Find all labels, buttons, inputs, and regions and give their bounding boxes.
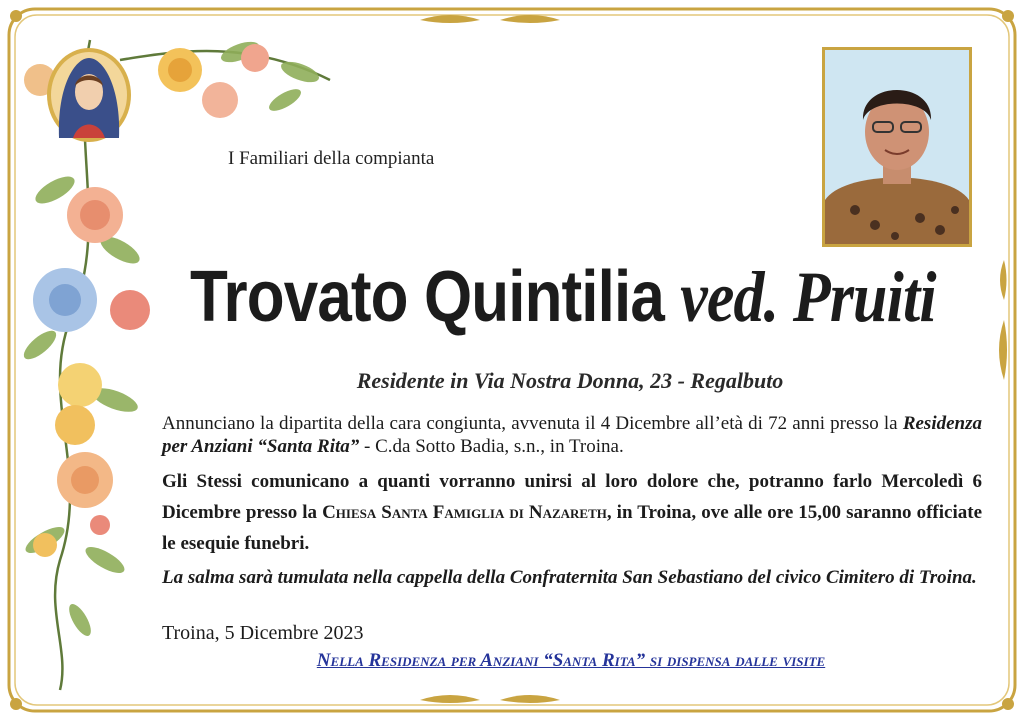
para2-church-name: Chiesa Santa Famiglia di Nazareth [322,502,607,523]
paragraph-announcement [162,412,982,458]
visits-notice: Nella Residenza per Anziani “Santa Rita” si dispensa dalle visite [316,650,826,671]
deceased-portrait-photo [822,47,972,247]
deceased-name-main: Trovato Quintilia [190,257,664,337]
notice-body [162,412,982,593]
family-intro-text: I Familiari della compianta [228,148,435,169]
deceased-name [190,256,936,339]
para2-text-a: Gli Stessi comunicano a quanti vorranno unirsi al loro dolore che, potranno farlo Mercoledì 6 Dicembre presso la [162,471,982,523]
paragraph-burial: La salma sarà tumulata nella cappella della Confraternita San Sebastiano del civico Cimitero di Troina. [162,567,977,588]
para1-text-a: Annunciano la dipartita della cara congiunta, avvenuta il 4 Dicembre all’età di 72 anni presso la [162,413,903,434]
para1-text-b: - C.da Sotto Badia, s.n., in Troina. [359,436,624,457]
residence-line: Residente in Via Nostra Donna, 23 - Regalbuto [356,368,784,393]
portrait-illustration [825,50,969,244]
dateline: Troina, 5 Dicembre 2023 [162,622,364,644]
para2-text-b: , in Troina, ove alle ore 15,00 saranno officiate le esequie funebri. [162,502,982,554]
deceased-name-ved: ved. Pruiti [680,257,936,337]
paragraph-funeral [162,466,982,559]
para1-residence-name: Residenza per Anziani “Santa Rita” [162,413,982,457]
madonna-medallion-icon [45,46,133,144]
